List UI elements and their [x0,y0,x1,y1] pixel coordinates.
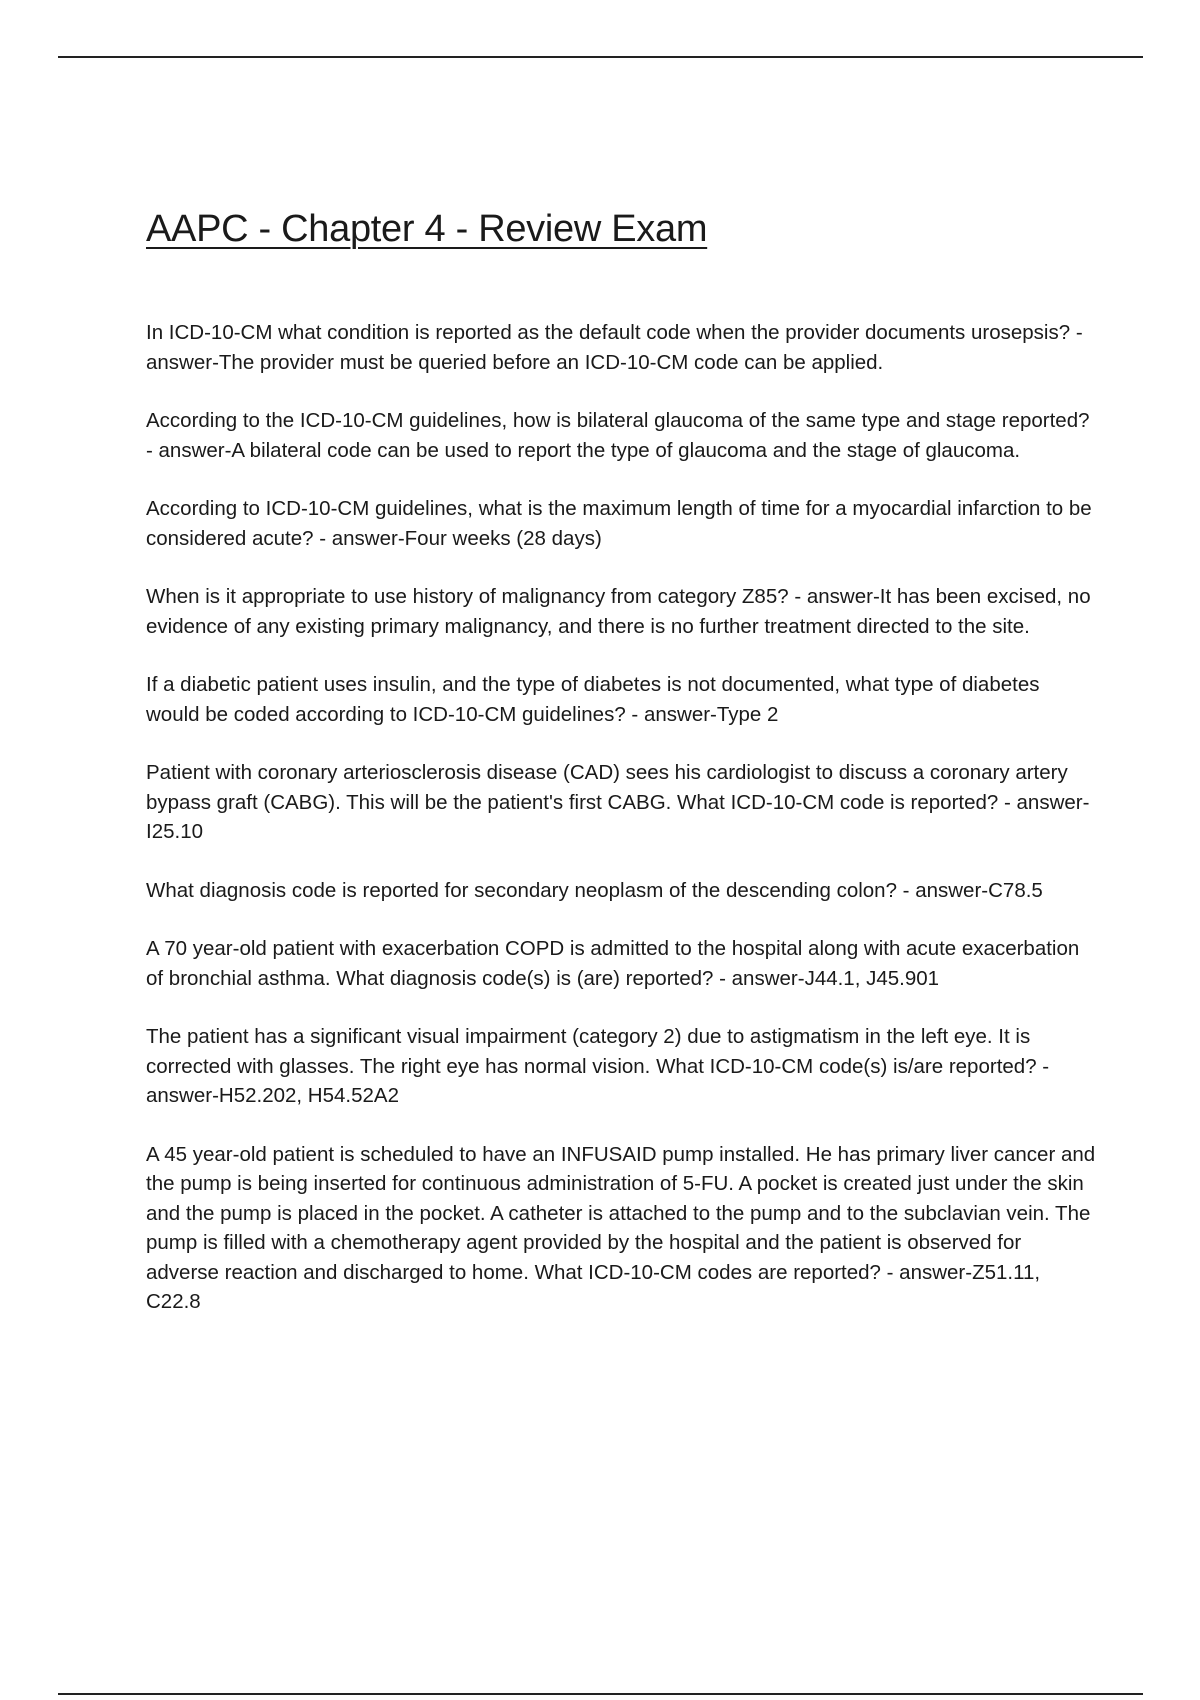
question-item-8: A 70 year-old patient with exacerbation COPD is admitted to the hospital along with acute exacerbation of bronchial asthma. What diagnosis code(s) is (are) reported? - answer-J44.1, J45.901 [146,937,1080,990]
question-item-5: If a diabetic patient uses insulin, and the type of diabetes is not documented, what type of diabetes would be coded according to ICD-10-CM guidelines? - answer-Type 2 [146,673,1040,726]
question-item-1: In ICD-10-CM what condition is reported as the default code when the provider documents urosepsis? - answer-The provider must be queried before an ICD-10-CM code can be applied. [146,321,1083,374]
page-title: AAPC - Chapter 4 - Review Exam [146,208,708,250]
question-item-7: What diagnosis code is reported for secondary neoplasm of the descending colon? - answer-C78.5 [146,878,1043,902]
question-item-2: According to the ICD-10-CM guidelines, how is bilateral glaucoma of the same type and stage reported? - answer-A bilateral code can be used to report the type of glaucoma and the stage of glaucoma. [146,409,1090,462]
question-item-6: Patient with coronary arteriosclerosis disease (CAD) sees his cardiologist to discuss a coronary artery bypass graft (CABG). This will be the patient's first CABG. What ICD-10-CM code is reported? - answer-I25.10 [146,761,1090,843]
question-item-9: The patient has a significant visual impairment (category 2) due to astigmatism in the left eye. It is corrected with glasses. The right eye has normal vision. What ICD-10-CM code(s) is/are reported? - answer-H52.202, H54.52A2 [146,1025,1050,1107]
bottom-rule [58,1693,1143,1695]
question-item-3: According to ICD-10-CM guidelines, what is the maximum length of time for a myocardial infarction to be considered acute? - answer-Four weeks (28 days) [146,497,1092,550]
question-list [146,318,1096,1346]
question-item-4: When is it appropriate to use history of malignancy from category Z85? - answer-It has been excised, no evidence of any existing primary malignancy, and there is no further treatment directed to the site. [146,585,1091,638]
question-item-10: A 45 year-old patient is scheduled to have an INFUSAID pump installed. He has primary liver cancer and the pump is being inserted for continuous administration of 5-FU. A pocket is created just under the skin and the pump is placed in the pocket. A catheter is attached to the pump and to the subclavian vein. The pump is filled with a chemotherapy agent provided by the hospital and the patient is observed for adverse reaction and discharged to home. What ICD-10-CM codes are reported? - answer-Z51.11, C22.8 [146,1142,1096,1313]
top-rule [58,56,1143,58]
